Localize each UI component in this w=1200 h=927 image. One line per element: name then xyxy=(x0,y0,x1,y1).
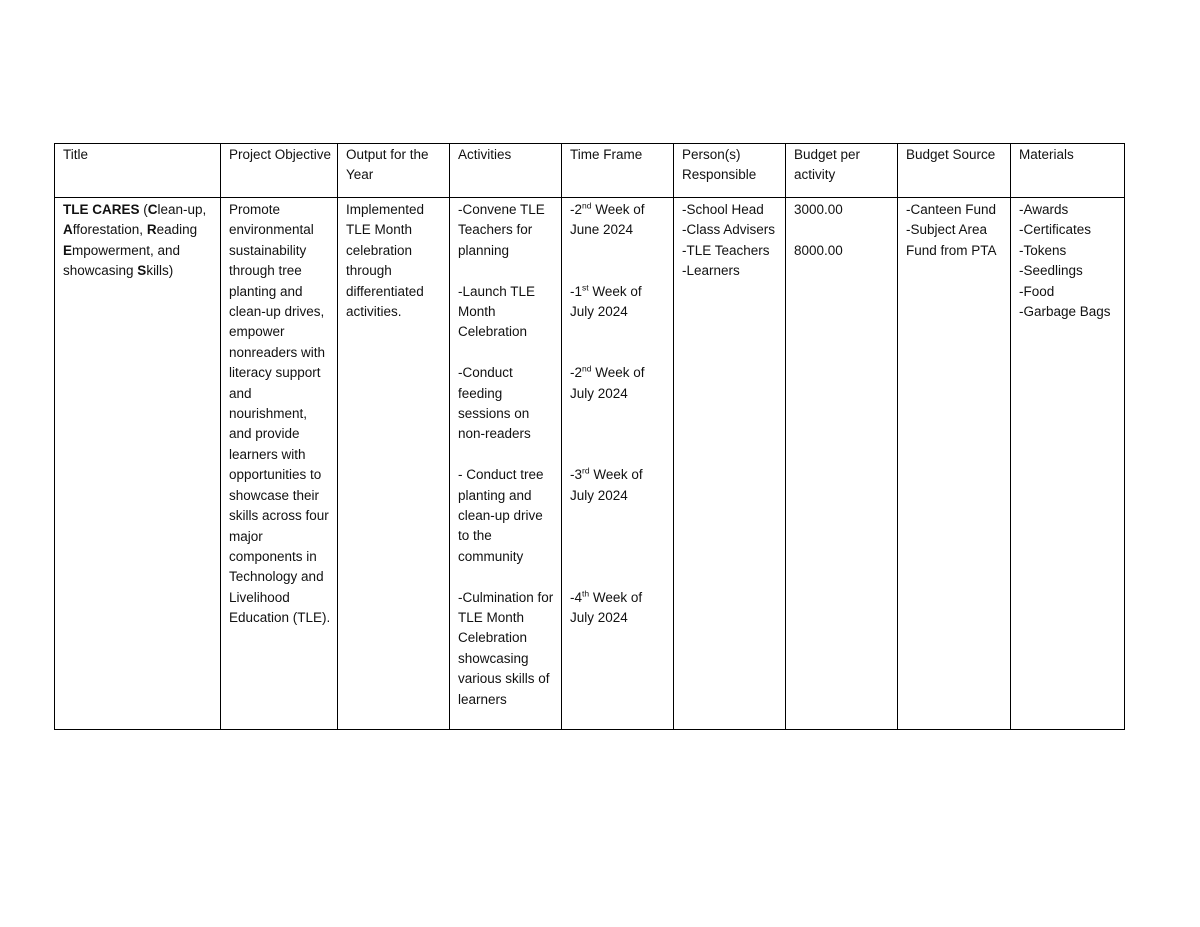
person-item: -Learners xyxy=(682,263,740,279)
header-persons-responsible: Person(s) Responsible xyxy=(674,144,786,198)
project-objective-cell: Promote environmental sustainability through tree planting and clean-up drives, empower nonreaders with literacy support and nourishment, and provide learners with opportunities to showcase their skills across four major components in Technology and Livelihood Education (TLE). xyxy=(221,198,338,730)
header-materials: Materials xyxy=(1011,144,1125,198)
header-budget-source: Budget Source xyxy=(898,144,1011,198)
output-cell: Implemented TLE Month celebration through differentiated activities. xyxy=(338,198,450,730)
person-item: -TLE Teachers xyxy=(682,242,770,258)
person-item: -Class Advisers xyxy=(682,222,776,238)
persons-responsible-cell xyxy=(674,198,786,730)
header-output: Output for the Year xyxy=(338,144,450,198)
project-plan-table xyxy=(54,143,1125,730)
material-item: -Food xyxy=(1019,283,1055,299)
activity-item: -Convene TLE Teachers for planning xyxy=(458,202,549,258)
header-project-objective: Project Objective xyxy=(221,144,338,198)
header-time-frame: Time Frame xyxy=(562,144,674,198)
budget-item: 3000.00 xyxy=(794,202,843,217)
activities-cell xyxy=(450,198,562,730)
activity-item: - Conduct tree planting and clean-up drive to the community xyxy=(458,467,548,564)
activity-item: -Culmination for TLE Month Celebration showcasing various skills of learners xyxy=(458,589,557,707)
budget-source-cell xyxy=(898,198,1011,730)
budget-cell xyxy=(786,198,898,730)
activity-item: -Launch TLE Month Celebration xyxy=(458,283,539,340)
budget-source-item: -Canteen Fund xyxy=(906,202,997,217)
time-frame-item: -2nd Week of July 2024 xyxy=(570,363,649,401)
time-frame-item: -3rd Week of July 2024 xyxy=(570,465,647,503)
material-item: -Garbage Bags xyxy=(1019,304,1111,320)
title-acronym: TLE CARES xyxy=(63,202,140,217)
project-row xyxy=(55,198,1125,730)
materials-cell xyxy=(1011,198,1125,730)
budget-source-item: -Subject Area Fund from PTA xyxy=(906,222,997,258)
time-frame-item: -1st Week of July 2024 xyxy=(570,282,646,319)
person-item: -School Head xyxy=(682,202,764,217)
time-frame-item: -4th Week of July 2024 xyxy=(570,588,646,625)
material-item: -Certificates xyxy=(1019,222,1092,238)
time-frame-item: -2nd Week of June 2024 xyxy=(570,200,649,238)
budget-item: 8000.00 xyxy=(794,242,843,258)
activity-item: -Conduct feeding sessions on non-readers xyxy=(458,365,534,442)
material-item: -Tokens xyxy=(1019,242,1067,258)
time-frame-cell xyxy=(562,198,674,730)
material-item: -Seedlings xyxy=(1019,263,1083,279)
header-budget-per-activity: Budget per activity xyxy=(786,144,898,198)
header-title: Title xyxy=(55,144,221,198)
project-title-cell: TLE CARES (Clean-up, Afforestation, Reading Empowerment, and showcasing Skills) xyxy=(55,198,221,730)
header-activities: Activities xyxy=(450,144,562,198)
material-item: -Awards xyxy=(1019,202,1069,217)
header-row xyxy=(55,144,1125,198)
